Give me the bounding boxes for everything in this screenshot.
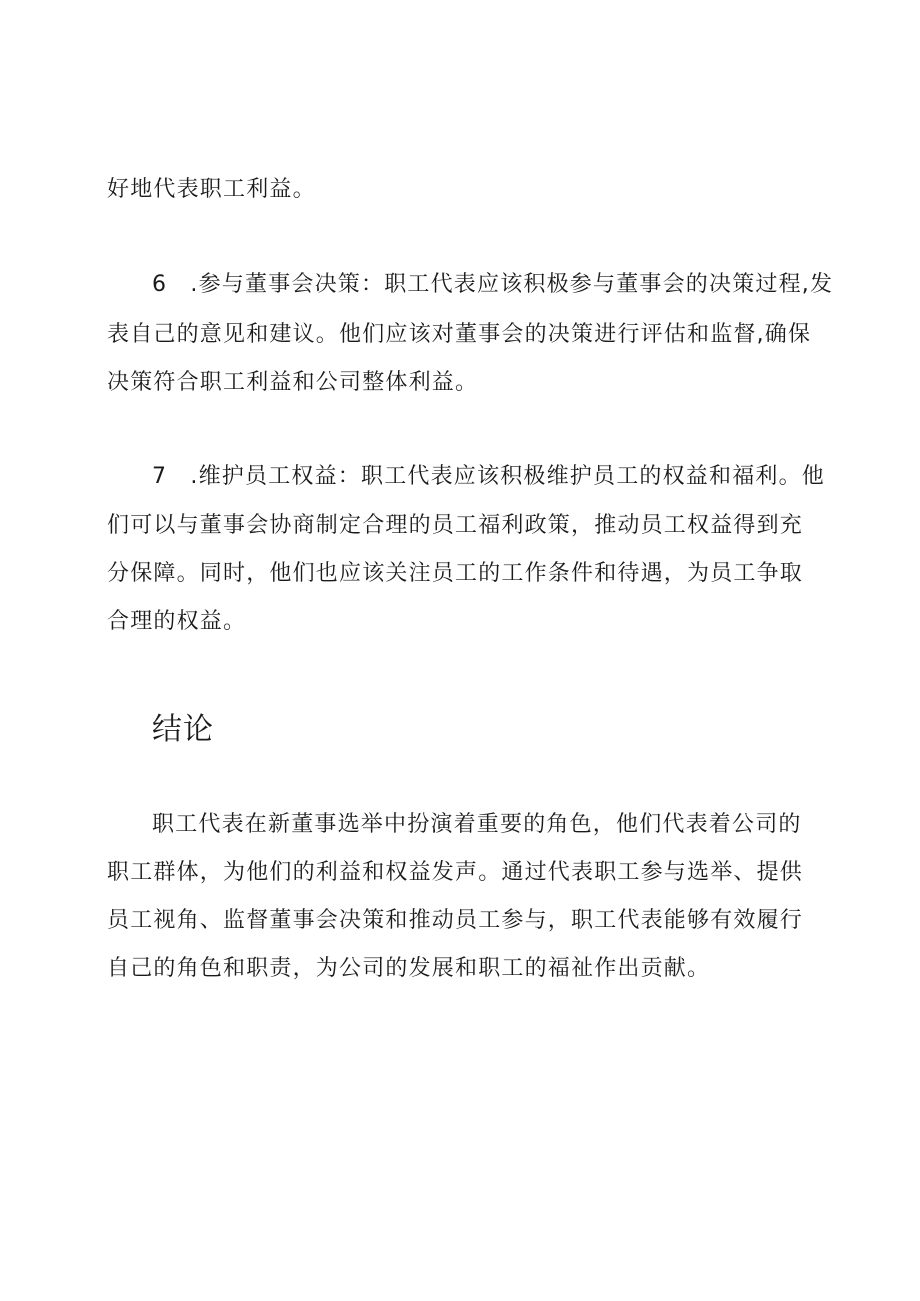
item-7-line-4: 合理的权益。 <box>107 609 247 634</box>
conclusion-line-3: 员工视角、监督董事会决策和推动员工参与，职工代表能够有效履行 <box>107 908 804 933</box>
conclusion-line-4: 自己的角色和职责，为公司的发展和职工的福祉作出贡献。 <box>107 956 711 981</box>
item-7-line-2: 们可以与董事会协商制定合理的员工福利政策，推动员工权益得到充 <box>107 513 804 538</box>
item-6-line-3: 决策符合职工利益和公司整体利益。 <box>107 370 479 395</box>
paragraph-continuation-line: 好地代表职工利益。 <box>107 177 316 202</box>
item-7-line-1: 7 .维护员工权益：职工代表应该积极维护员工的权益和福利。他 <box>152 464 825 489</box>
item-7-line-3: 分保障。同时，他们也应该关注员工的工作条件和待遇，为员工争取 <box>107 561 804 586</box>
item-6-line-1: 6 .参与董事会决策：职工代表应该积极参与董事会的决策过程,发 <box>152 272 834 297</box>
conclusion-line-2: 职工群体，为他们的利益和权益发声。通过代表职工参与选举、提供 <box>107 860 804 885</box>
conclusion-heading: 结论 <box>152 712 214 747</box>
conclusion-line-1: 职工代表在新董事选举中扮演着重要的角色，他们代表着公司的 <box>152 812 802 837</box>
item-6-line-2: 表自己的意见和建议。他们应该对董事会的决策进行评估和监督,确保 <box>107 322 812 347</box>
